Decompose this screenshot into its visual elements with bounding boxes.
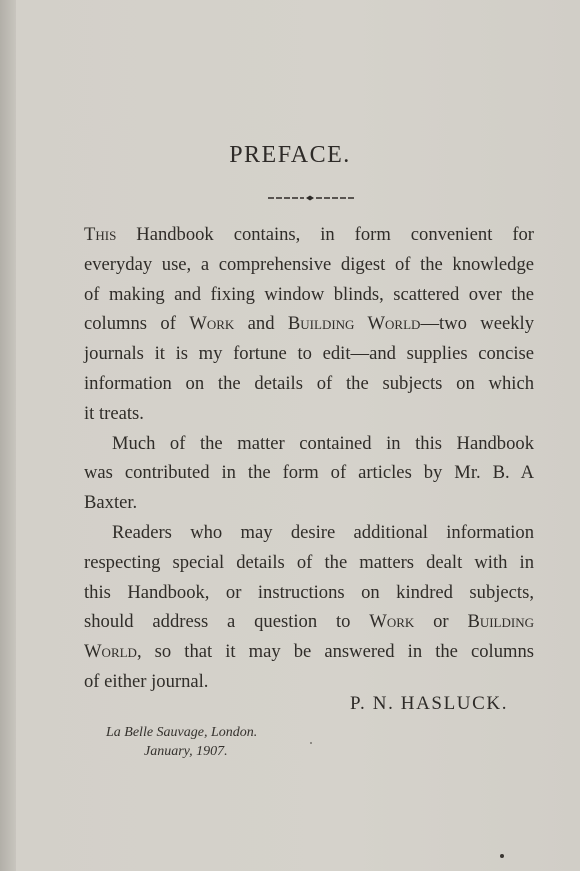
line-text: information on the details of the subjects on which (84, 372, 534, 394)
dateline-place: La Belle Sauvage, London. (106, 725, 258, 740)
dateline-date: January, 1907. (144, 744, 228, 759)
paragraph-2 (84, 429, 534, 518)
text-line: this Handbook, or instructions on kindred subjects, (84, 581, 534, 603)
page-title: PREFACE. (229, 142, 351, 168)
text-line: Much of the matter contained in this Handbook (112, 432, 534, 454)
paper-speck (310, 742, 312, 744)
text-line: of either journal. (84, 670, 209, 692)
text-line (84, 280, 534, 310)
text-line (84, 339, 534, 369)
line-text: and (234, 313, 288, 335)
line-text: should address a question to (84, 611, 370, 633)
line-text: or (414, 611, 468, 633)
text-line (84, 309, 534, 339)
line-text: —two weekly (420, 313, 534, 335)
text-line: respecting special details of the matters dealt with in (84, 551, 534, 573)
paragraph-1 (84, 220, 534, 429)
journal-name-world: World (84, 641, 137, 663)
line-text: , so that it may be answered in the columns (136, 641, 534, 663)
line-text: Handbook contains, in form convenient for (116, 224, 534, 245)
line-text: everyday use, a comprehensive digest of the knowledge (84, 253, 534, 275)
text-line (84, 369, 534, 399)
text-line: Baxter. (84, 492, 138, 514)
line-text: it treats. (84, 402, 144, 424)
paper-speck (500, 854, 504, 858)
text-line (84, 250, 534, 280)
text-line: Readers who may desire additional information (112, 521, 534, 543)
text-line (84, 220, 534, 250)
text-line: was contributed in the form of articles by Mr. B. A (84, 462, 534, 484)
line-text: journals it is my fortune to edit—and supplies concise (84, 343, 534, 365)
page-spine-shadow (0, 0, 16, 871)
ornament-divider-icon (268, 193, 354, 203)
author-signature: P. N. HASLUCK. (350, 693, 509, 714)
text-line (84, 399, 534, 429)
line-text: columns of (84, 313, 190, 335)
dateline (106, 723, 257, 761)
text-line (84, 607, 534, 637)
journal-name-work: Work (189, 313, 235, 335)
line-text: of making and fixing window blinds, scattered over the (84, 283, 534, 305)
paragraph-3 (84, 518, 534, 697)
text-line (84, 637, 534, 667)
preface-body (84, 220, 534, 697)
drop-word: This (84, 224, 117, 245)
journal-name-building: Building (467, 611, 534, 633)
journal-name-work: Work (369, 611, 415, 633)
journal-name-building-world: Building World (287, 313, 421, 335)
